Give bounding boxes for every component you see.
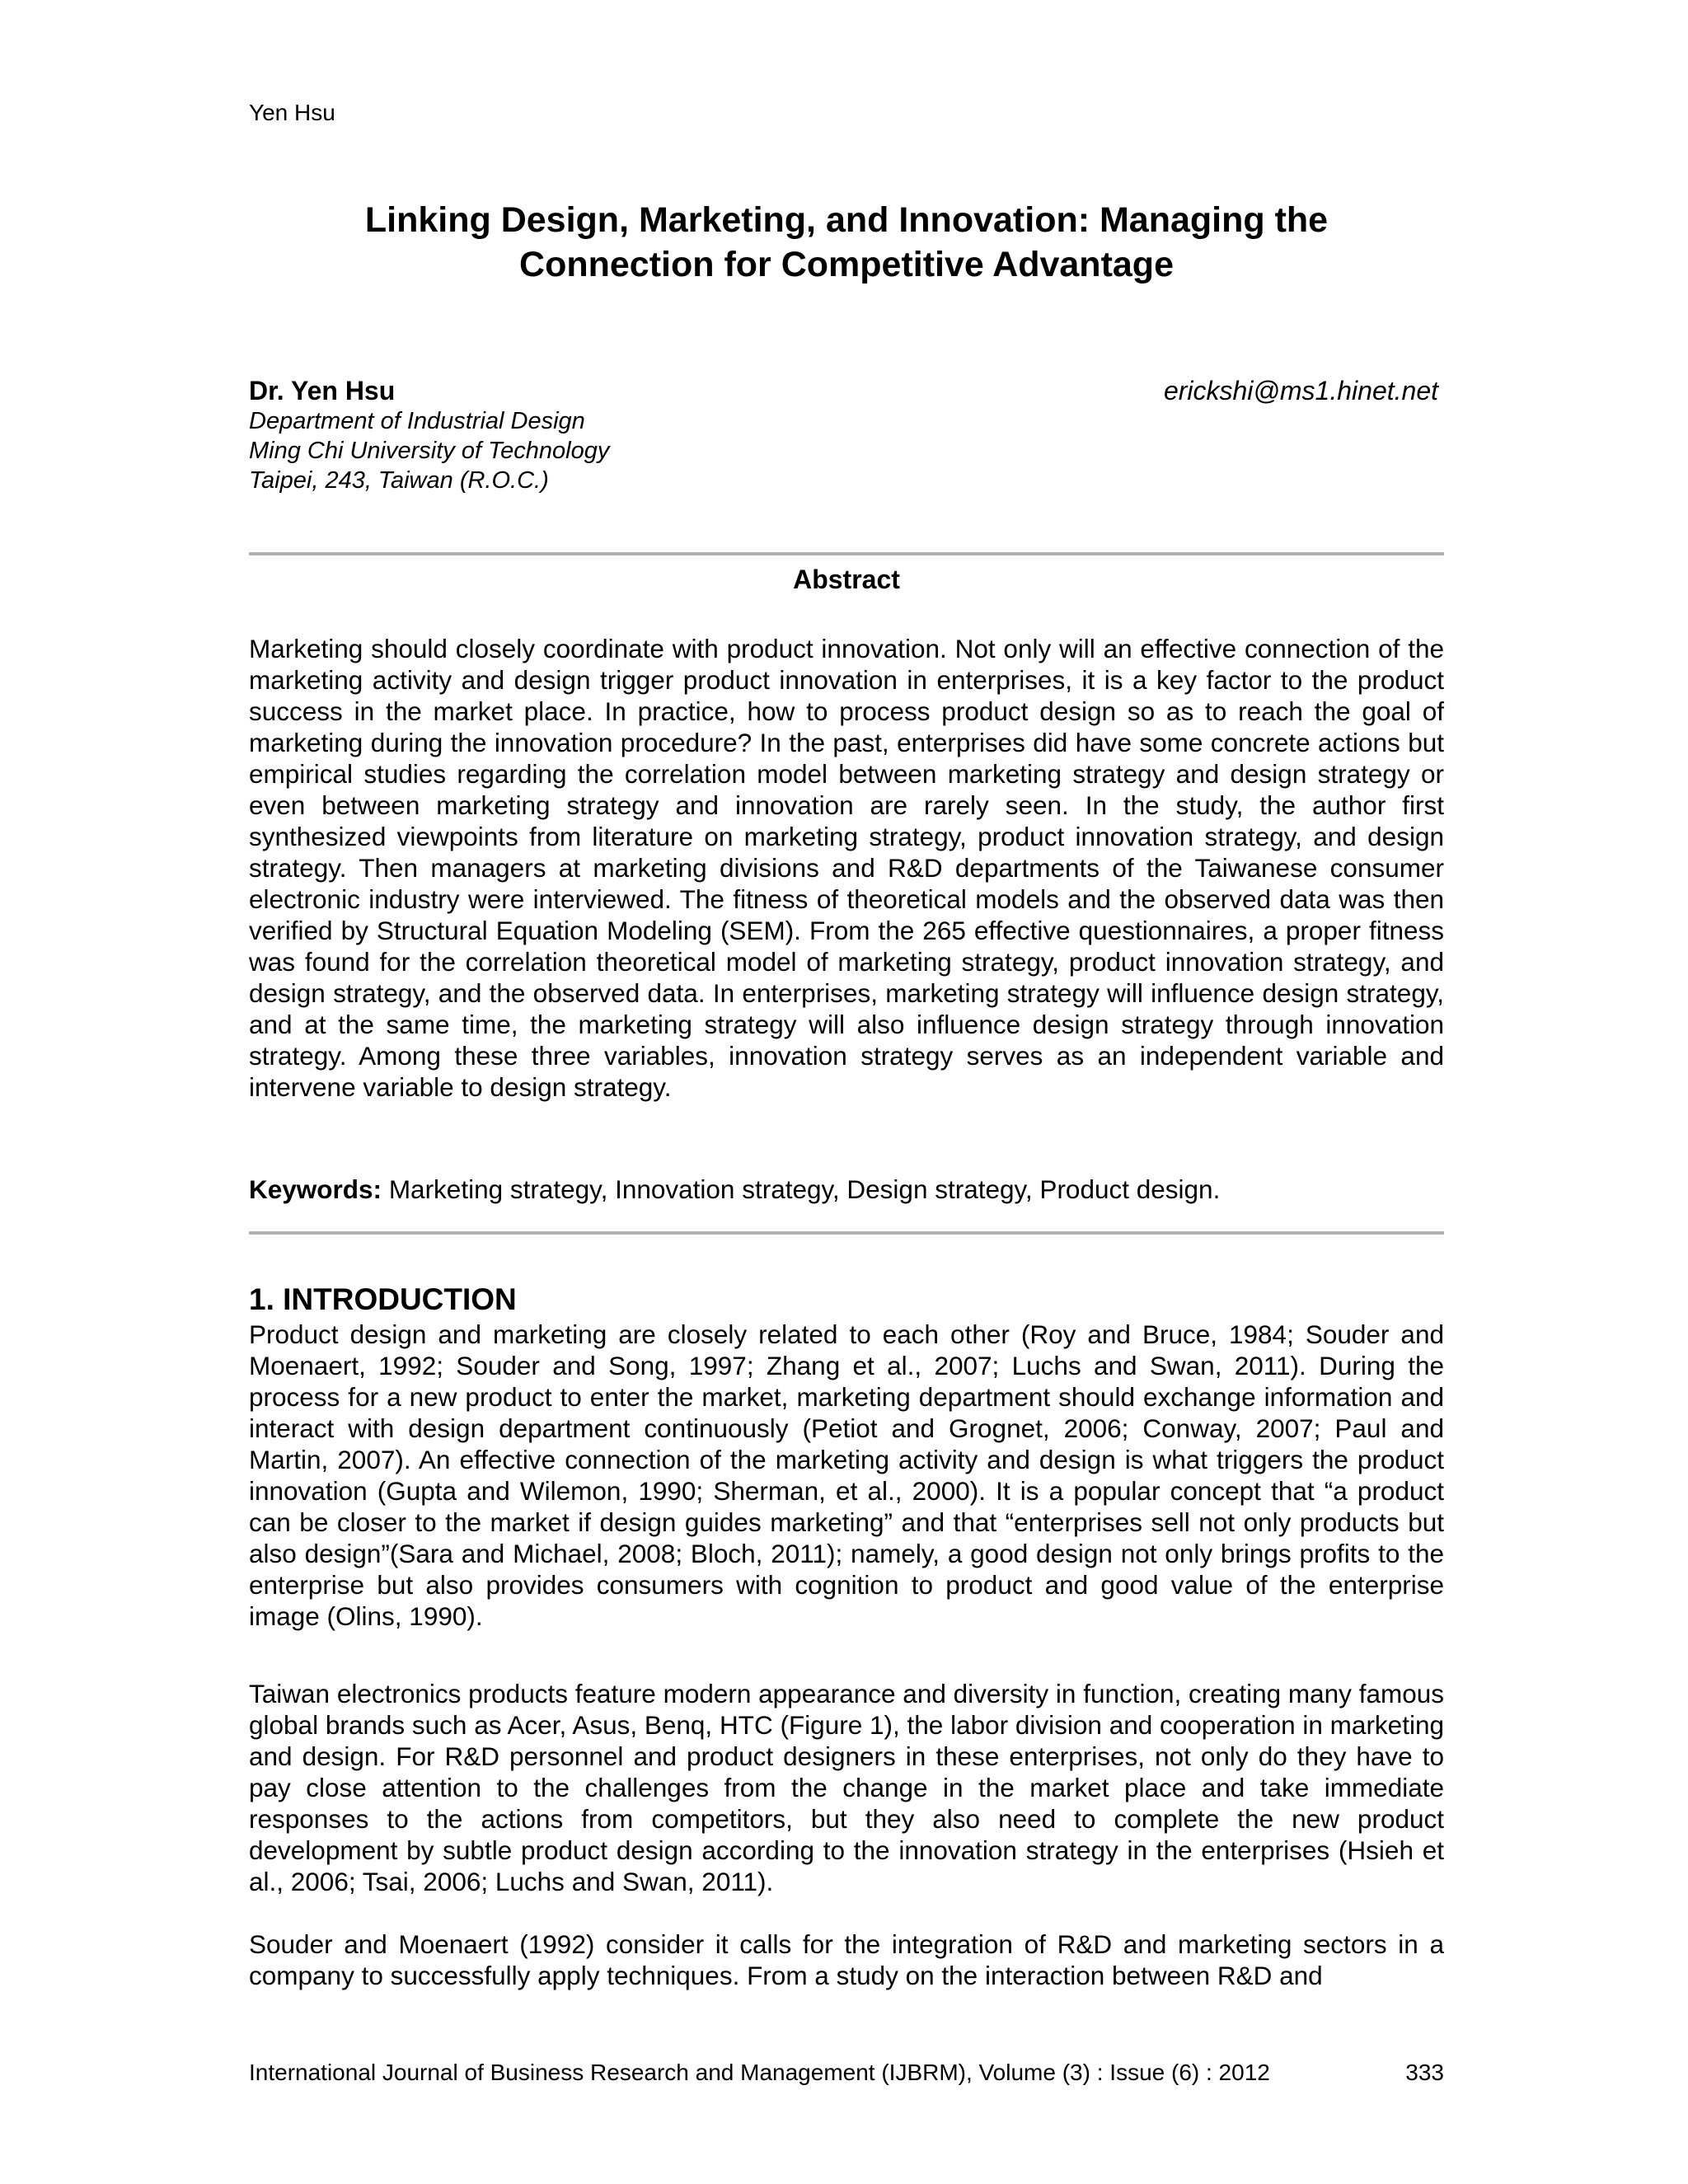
- author-email: erickshi@ms1.hinet.net: [1163, 376, 1438, 405]
- keywords-text: Marketing strategy, Innovation strategy, Design strategy, Product design.: [388, 1174, 1221, 1204]
- abstract-bottom-divider: [249, 1231, 1444, 1235]
- abstract-body: Marketing should closely coordinate with product innovation. Not only will an effective connection of the marketing activity and design trigger product innovation in enterprises, it is a key factor to the product success in the market place. In practice, how to process product design so as to reach the goal of marketing during the innovation procedure? In the past, enterprises did have some concrete actions but empirical studies regarding the correlation model between marketing strategy and design strategy or even between marketing strategy and innovation are rarely seen. In the study, the author first synthesized viewpoints from literature on marketing strategy, product innovation strategy, and design strategy. Then managers at marketing divisions and R&D departments of the Taiwanese consumer electronic industry were interviewed. The fitness of theoretical models and the observed data was then verified by Structural Equation Modeling (SEM). From the 265 effective questionnaires, a proper fitness was found for the correlation theoretical model of marketing strategy, product innovation strategy, and design strategy, and the observed data. In enterprises, marketing strategy will influence design strategy, and at the same time, the marketing strategy will also influence design strategy through innovation strategy. Among these three variables, innovation strategy serves as an independent variable and intervene variable to design strategy.: [249, 634, 1444, 1102]
- intro-paragraph-2: Taiwan electronics products feature modern appearance and diversity in function, creating many famous global brands such as Acer, Asus, Benq, HTC (Figure 1), the labor division and cooperation in marketing and design. For R&D personnel and product designers in these enterprises, not only do they have to pay close attention to the challenges from the change in the market place and take immediate responses to the actions from competitors, but they also need to complete the new product development by subtle product design according to the innovation strategy in the enterprises (Hsieh et al., 2006; Tsai, 2006; Luchs and Swan, 2011).: [249, 1679, 1444, 1896]
- author-location: Taipei, 243, Taiwan (R.O.C.): [249, 467, 549, 494]
- keywords-label: Keywords:: [249, 1174, 382, 1204]
- intro-paragraph-3: Souder and Moenaert (1992) consider it calls for the integration of R&D and marketing sectors in a company to successfully apply techniques. From a study on the interaction between R&D and: [249, 1929, 1444, 1990]
- intro-paragraph-1: Product design and marketing are closely related to each other (Roy and Bruce, 1984; Souder and Moenaert, 1992; Souder and Song, 1997; Zhang et al., 2007; Luchs and Swan, 2011). During the process for a new product to enter the market, marketing department should exchange information and interact with design department continuously (Petiot and Grognet, 2006; Conway, 2007; Paul and Martin, 2007). An effective connection of the marketing activity and design is what triggers the product innovation (Gupta and Wilemon, 1990; Sherman, et al., 2000). It is a popular concept that “a product can be closer to the market if design guides marketing” and that “enterprises sell not only products but also design”(Sara and Michael, 2008; Bloch, 2011); namely, a good design not only brings profits to the enterprise but also provides consumers with cognition to product and good value of the enterprise image (Olins, 1990).: [249, 1319, 1444, 1631]
- paper-title: [249, 198, 1444, 287]
- title-line-2: Connection for Competitive Advantage: [519, 245, 1174, 284]
- section-heading-introduction: 1. INTRODUCTION: [249, 1282, 517, 1316]
- author-name: Dr. Yen Hsu: [249, 376, 396, 405]
- title-line-1: Linking Design, Marketing, and Innovation: Managing the: [364, 200, 1329, 240]
- author-university: Ming Chi University of Technology: [249, 438, 610, 464]
- abstract-heading: Abstract: [793, 565, 900, 594]
- author-block: [249, 375, 609, 495]
- running-header: Yen Hsu: [249, 100, 335, 125]
- keywords-line: [249, 1174, 1444, 1205]
- footer-journal: International Journal of Business Research and Management (IJBRM), Volume (3) : Issue (6) : 2012: [249, 2060, 1270, 2085]
- page-number: 333: [1405, 2060, 1444, 2085]
- abstract-top-divider: [249, 552, 1444, 555]
- author-department: Department of Industrial Design: [249, 408, 585, 434]
